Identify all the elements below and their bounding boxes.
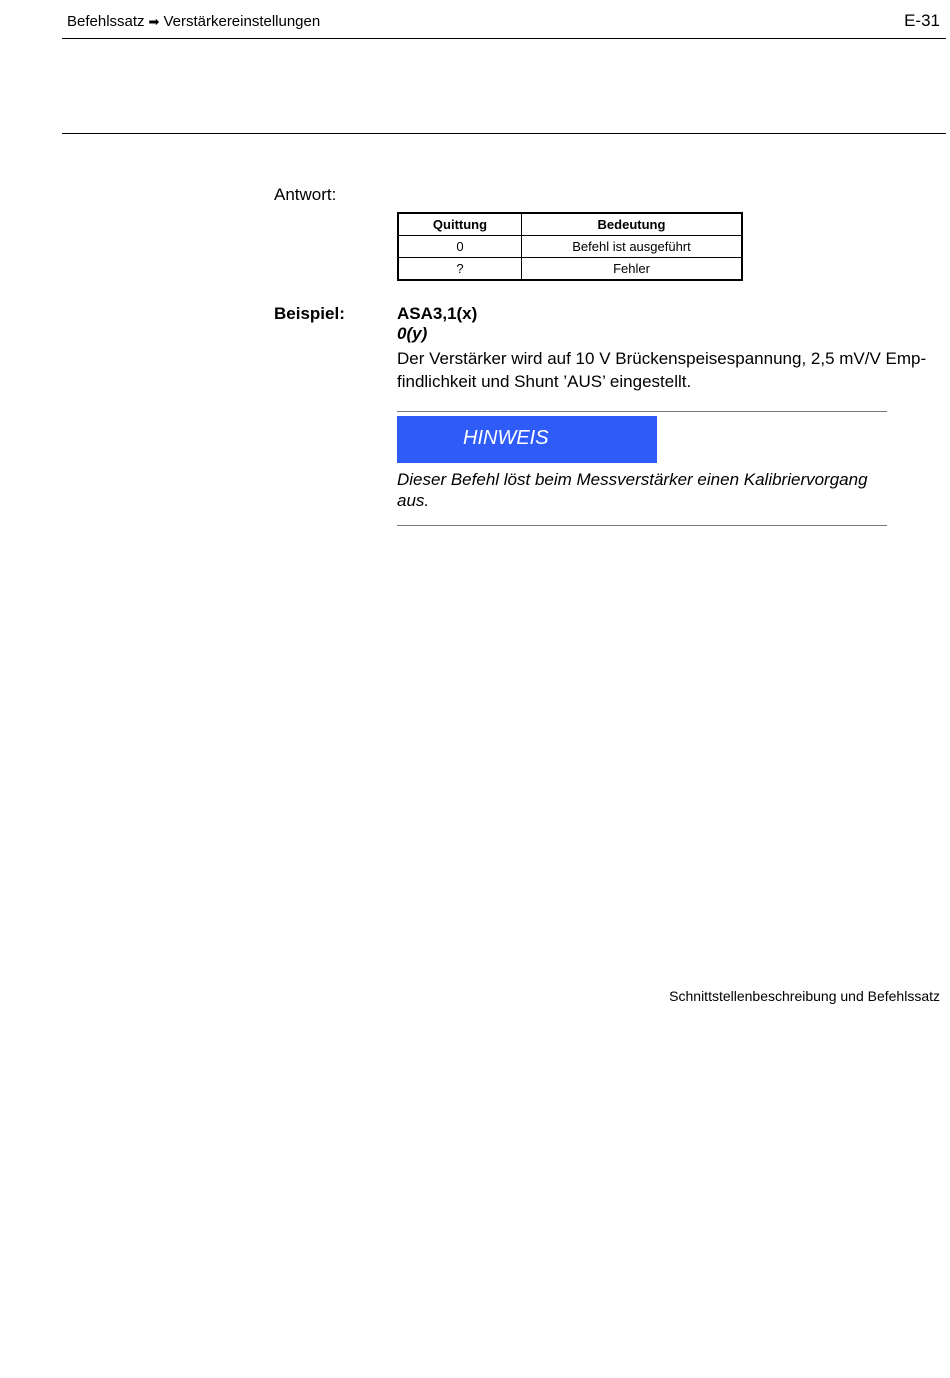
table-cell-bedeutung: Befehl ist ausgeführt bbox=[522, 236, 743, 258]
note-title: HINWEIS bbox=[463, 427, 549, 449]
table-row bbox=[398, 236, 742, 258]
column-header-bedeutung: Bedeutung bbox=[522, 213, 743, 236]
column-header-quittung: Quittung bbox=[398, 213, 522, 236]
note-bottom-divider bbox=[397, 525, 887, 526]
table-cell-quittung: 0 bbox=[398, 236, 522, 258]
table-header-row bbox=[398, 213, 742, 236]
footer-text: Schnittstellenbeschreibung und Befehlssatz bbox=[669, 988, 940, 1004]
response-label: Antwort: bbox=[274, 185, 337, 204]
breadcrumb bbox=[67, 13, 320, 30]
example-label: Beispiel: bbox=[274, 304, 345, 323]
section-divider bbox=[62, 133, 946, 134]
note-banner bbox=[397, 416, 657, 463]
example-description: Der Verstärker wird auf 10 V Brückenspeisespannung, 2,5 mV/V Emp- findlichkeit und Shunt ’AUS’ eingestellt. bbox=[397, 349, 927, 391]
breadcrumb-page: Verstärkereinstellungen bbox=[163, 13, 321, 30]
table-row bbox=[398, 258, 742, 281]
example-command: ASA3,1(x) bbox=[397, 304, 478, 323]
note-top-divider bbox=[397, 411, 887, 412]
note-text: Dieser Befehl löst beim Messverstärker einen Kalibriervorgang aus. bbox=[397, 470, 868, 510]
example-reply: 0(y) bbox=[397, 324, 428, 343]
breadcrumb-section: Befehlssatz bbox=[67, 13, 145, 30]
header-divider bbox=[62, 38, 946, 39]
table-cell-quittung: ? bbox=[398, 258, 522, 281]
arrow-right-icon: ➡ bbox=[148, 14, 160, 29]
page-number: E-31 bbox=[904, 11, 940, 30]
table-cell-bedeutung: Fehler bbox=[522, 258, 743, 281]
response-table bbox=[397, 212, 743, 281]
